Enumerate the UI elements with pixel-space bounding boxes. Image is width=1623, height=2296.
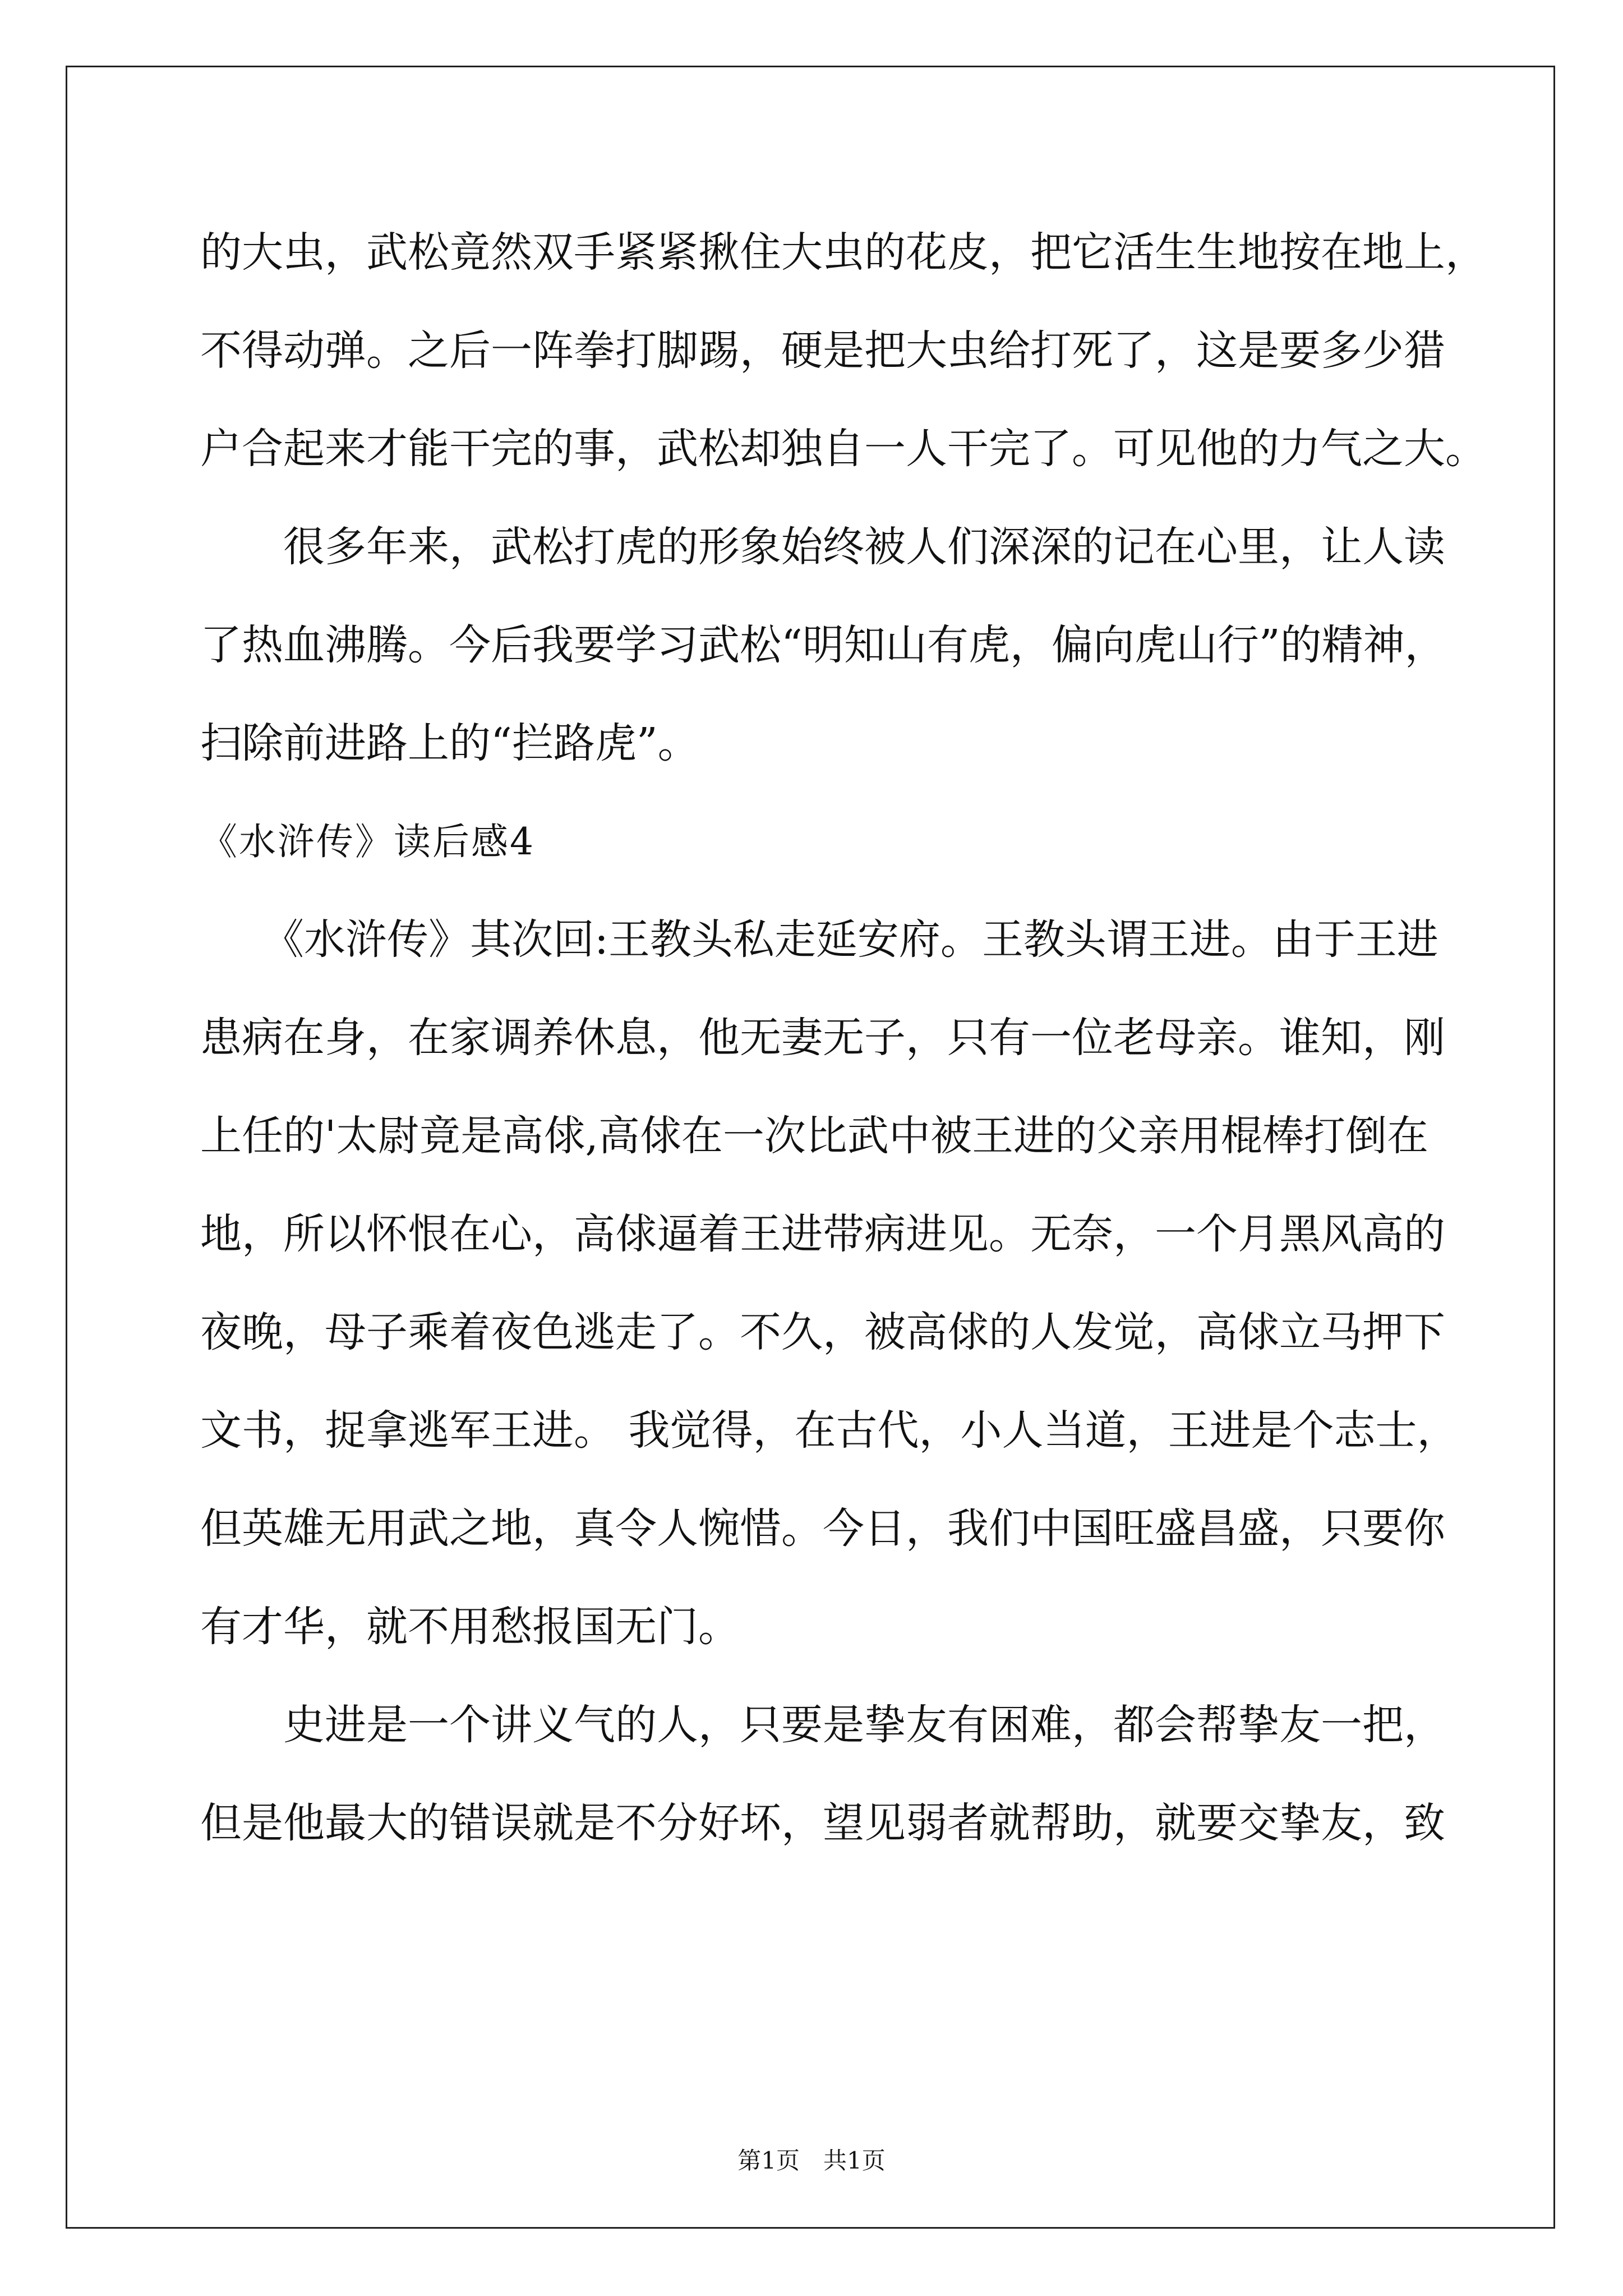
- paragraph-line: 夜晚，母子乘着夜色逃走了。不久，被高俅的人发觉，高俅立马押下: [200, 1308, 1445, 1356]
- section-heading: 《水浒传》读后感4: [200, 820, 535, 863]
- paragraph-line: 户合起来才能干完的事，武松却独自一人干完了。可见他的力气之大。: [200, 425, 1487, 473]
- page-footer: 第1页 共1页: [737, 2147, 886, 2174]
- paragraph-line: 但是他最大的错误就是不分好坏，望见弱者就帮助，就要交挚友，致: [200, 1799, 1445, 1847]
- paragraph-line: 文书，捉拿逃军王进。 我觉得，在古代，小人当道，王进是个志士，: [200, 1406, 1459, 1455]
- paragraph-line: 有才华，就不用愁报国无门。: [200, 1603, 740, 1651]
- paragraph-line: 《水浒传》其次回:王教头私走延安府。王教头谓王进。由于王进: [200, 915, 1438, 964]
- paragraph-line: 上任的'太尉竟是高俅,高俅在一次比武中被王进的父亲用棍棒打倒在: [200, 1112, 1428, 1160]
- paragraph-line: 地，所以怀恨在心，高俅逼着王进带病进见。无奈，一个月黑风高的: [200, 1210, 1445, 1258]
- paragraph-line: 不得动弹。之后一阵拳打脚踢，硬是把大虫给打死了，这是要多少猎: [200, 326, 1445, 375]
- paragraph-line: 扫除前进路上的“拦路虎”。: [200, 719, 699, 767]
- paragraph-line: 的大虫，武松竟然双手紧紧揪住大虫的花皮，把它活生生地按在地上，: [200, 228, 1487, 277]
- paragraph-line: 史进是一个讲义气的人，只要是挚友有困难，都会帮挚友一把，: [200, 1701, 1445, 1749]
- paragraph-line: 很多年来，武松打虎的形象始终被人们深深的记在心里，让人读: [200, 523, 1445, 571]
- paragraph-line: 了热血沸腾。今后我要学习武松“明知山有虎，偏向虎山行”的精神，: [200, 621, 1446, 669]
- paragraph-line: 患病在身，在家调养休息，他无妻无子，只有一位老母亲。谁知，刚: [200, 1014, 1445, 1062]
- document-body: [200, 204, 1487, 1872]
- paragraph-line: 但英雄无用武之地，真令人惋惜。今日，我们中国旺盛昌盛，只要你: [200, 1504, 1445, 1553]
